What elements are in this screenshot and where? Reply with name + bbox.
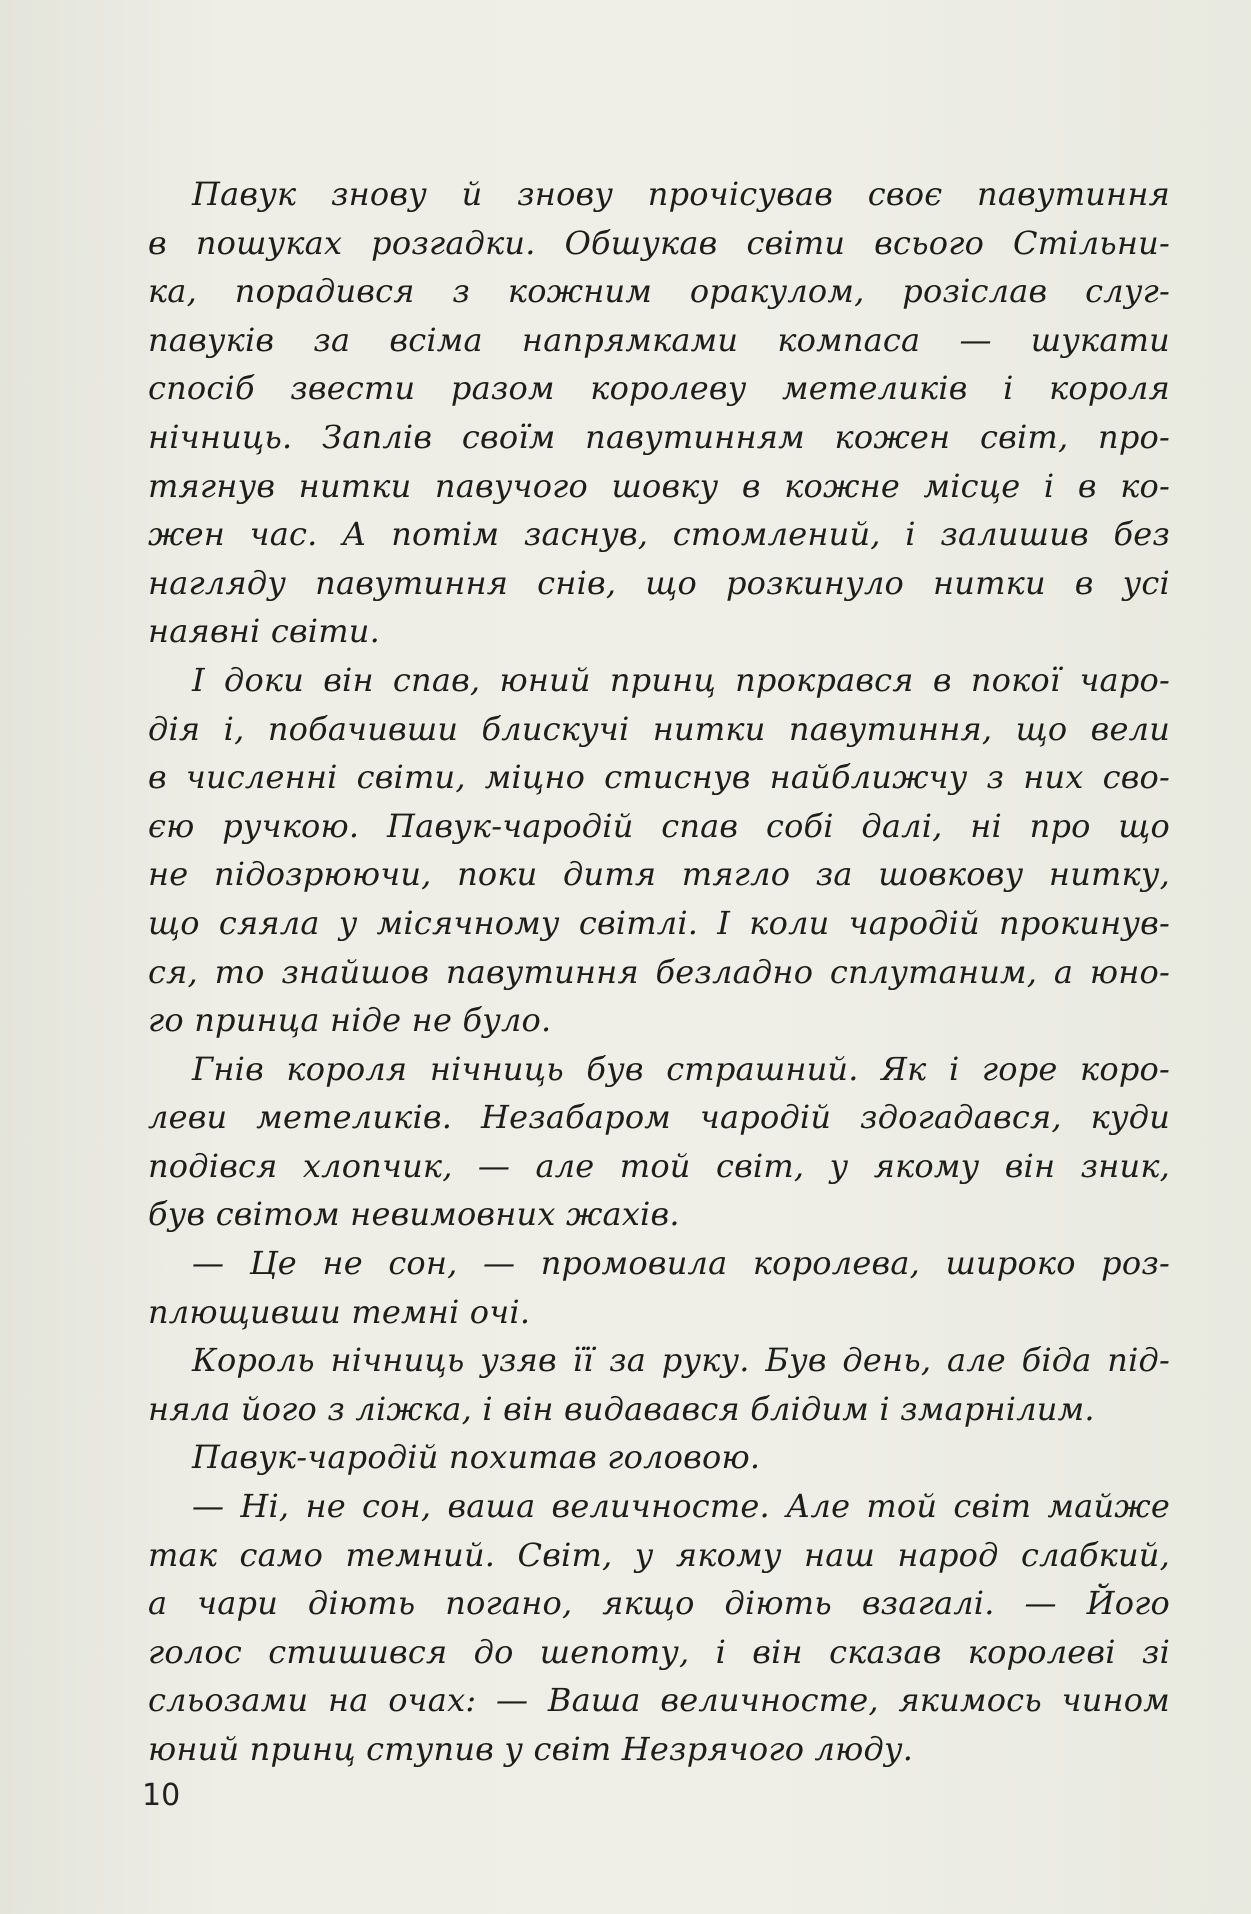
text-line: жен час. А потім заснув, стомлений, і залишив без	[148, 515, 1170, 554]
text-line: Павук знову й знову прочісував своє павутиння	[192, 175, 1170, 213]
text-line: — Це не сон, — промовила королева, широко роз-	[192, 1244, 1170, 1283]
text-line: дія і, побачивши блискучі нитки павутиння, що вели	[148, 709, 1170, 748]
text-line: в пошуках розгадки. Обшукав світи всього Стільни-	[148, 223, 1170, 262]
text-line: наявні світи.	[148, 612, 380, 651]
text-line: що сяяла у місячному світлі. І коли чародій прокинув-	[148, 903, 1170, 942]
text-line: леви метеликів. Незабаром чародій здогадався, куди	[148, 1098, 1170, 1137]
text-line: юний принц ступив у світ Незрячого люду.	[148, 1730, 914, 1768]
text-line: ка, порадився з кожним оракулом, розіслав слуг-	[148, 272, 1170, 311]
text-line: плющивши темні очі.	[148, 1292, 531, 1331]
text-line: І доки він спав, юний принц прокрався в покої чаро-	[192, 660, 1170, 699]
text-line: павуків за всіма напрямками компаса — шукати	[148, 320, 1170, 359]
text-line: був світом невимовних жахів.	[148, 1195, 680, 1234]
body-text	[148, 170, 1170, 1774]
text-line: — Ні, не сон, ваша величносте. Але той світ майже	[192, 1487, 1170, 1526]
text-line: нагляду павутиння снів, що розкинуло нитки в усі	[148, 563, 1170, 602]
text-line: тягнув нитки павучого шовку в кожне місце і в ко-	[148, 466, 1170, 505]
page-number: 10	[142, 1778, 181, 1813]
text-line: Гнів короля нічниць був страшний. Як і горе коро-	[192, 1049, 1170, 1088]
text-line: Павук-чародій похитав головою.	[192, 1438, 761, 1477]
text-line: нічниць. Заплів своїм павутинням кожен світ, про-	[148, 417, 1170, 456]
text-line: а чари діють погано, якщо діють взагалі. — Його	[148, 1584, 1170, 1623]
text-line: так само темний. Світ, у якому наш народ слабкий,	[148, 1535, 1170, 1574]
text-line: Король нічниць узяв її за руку. Був день, але біда під-	[192, 1341, 1170, 1380]
text-line: го принца ніде не було.	[148, 1001, 552, 1040]
text-line: подівся хлопчик, — але той світ, у якому він зник,	[148, 1146, 1170, 1185]
text-line: спосіб звести разом королеву метеликів і короля	[148, 369, 1170, 408]
text-line: в численні світи, міцно стиснув найближчу з них сво-	[148, 758, 1170, 797]
text-line: ся, то знайшов павутиння безладно сплутаним, а юно-	[148, 952, 1170, 991]
text-line: сльозами на очах: — Ваша величносте, якимось чином	[148, 1681, 1170, 1720]
text-line: голос стишився до шепоту, і він сказав королеві зі	[148, 1632, 1170, 1671]
text-line: єю ручкою. Павук-чародій спав собі далі, ні про що	[148, 806, 1170, 845]
text-line: няла його з ліжка, і він видавався блідим і змарнілим.	[148, 1389, 1095, 1428]
text-line: не підозрюючи, поки дитя тягло за шовкову нитку,	[148, 855, 1170, 894]
